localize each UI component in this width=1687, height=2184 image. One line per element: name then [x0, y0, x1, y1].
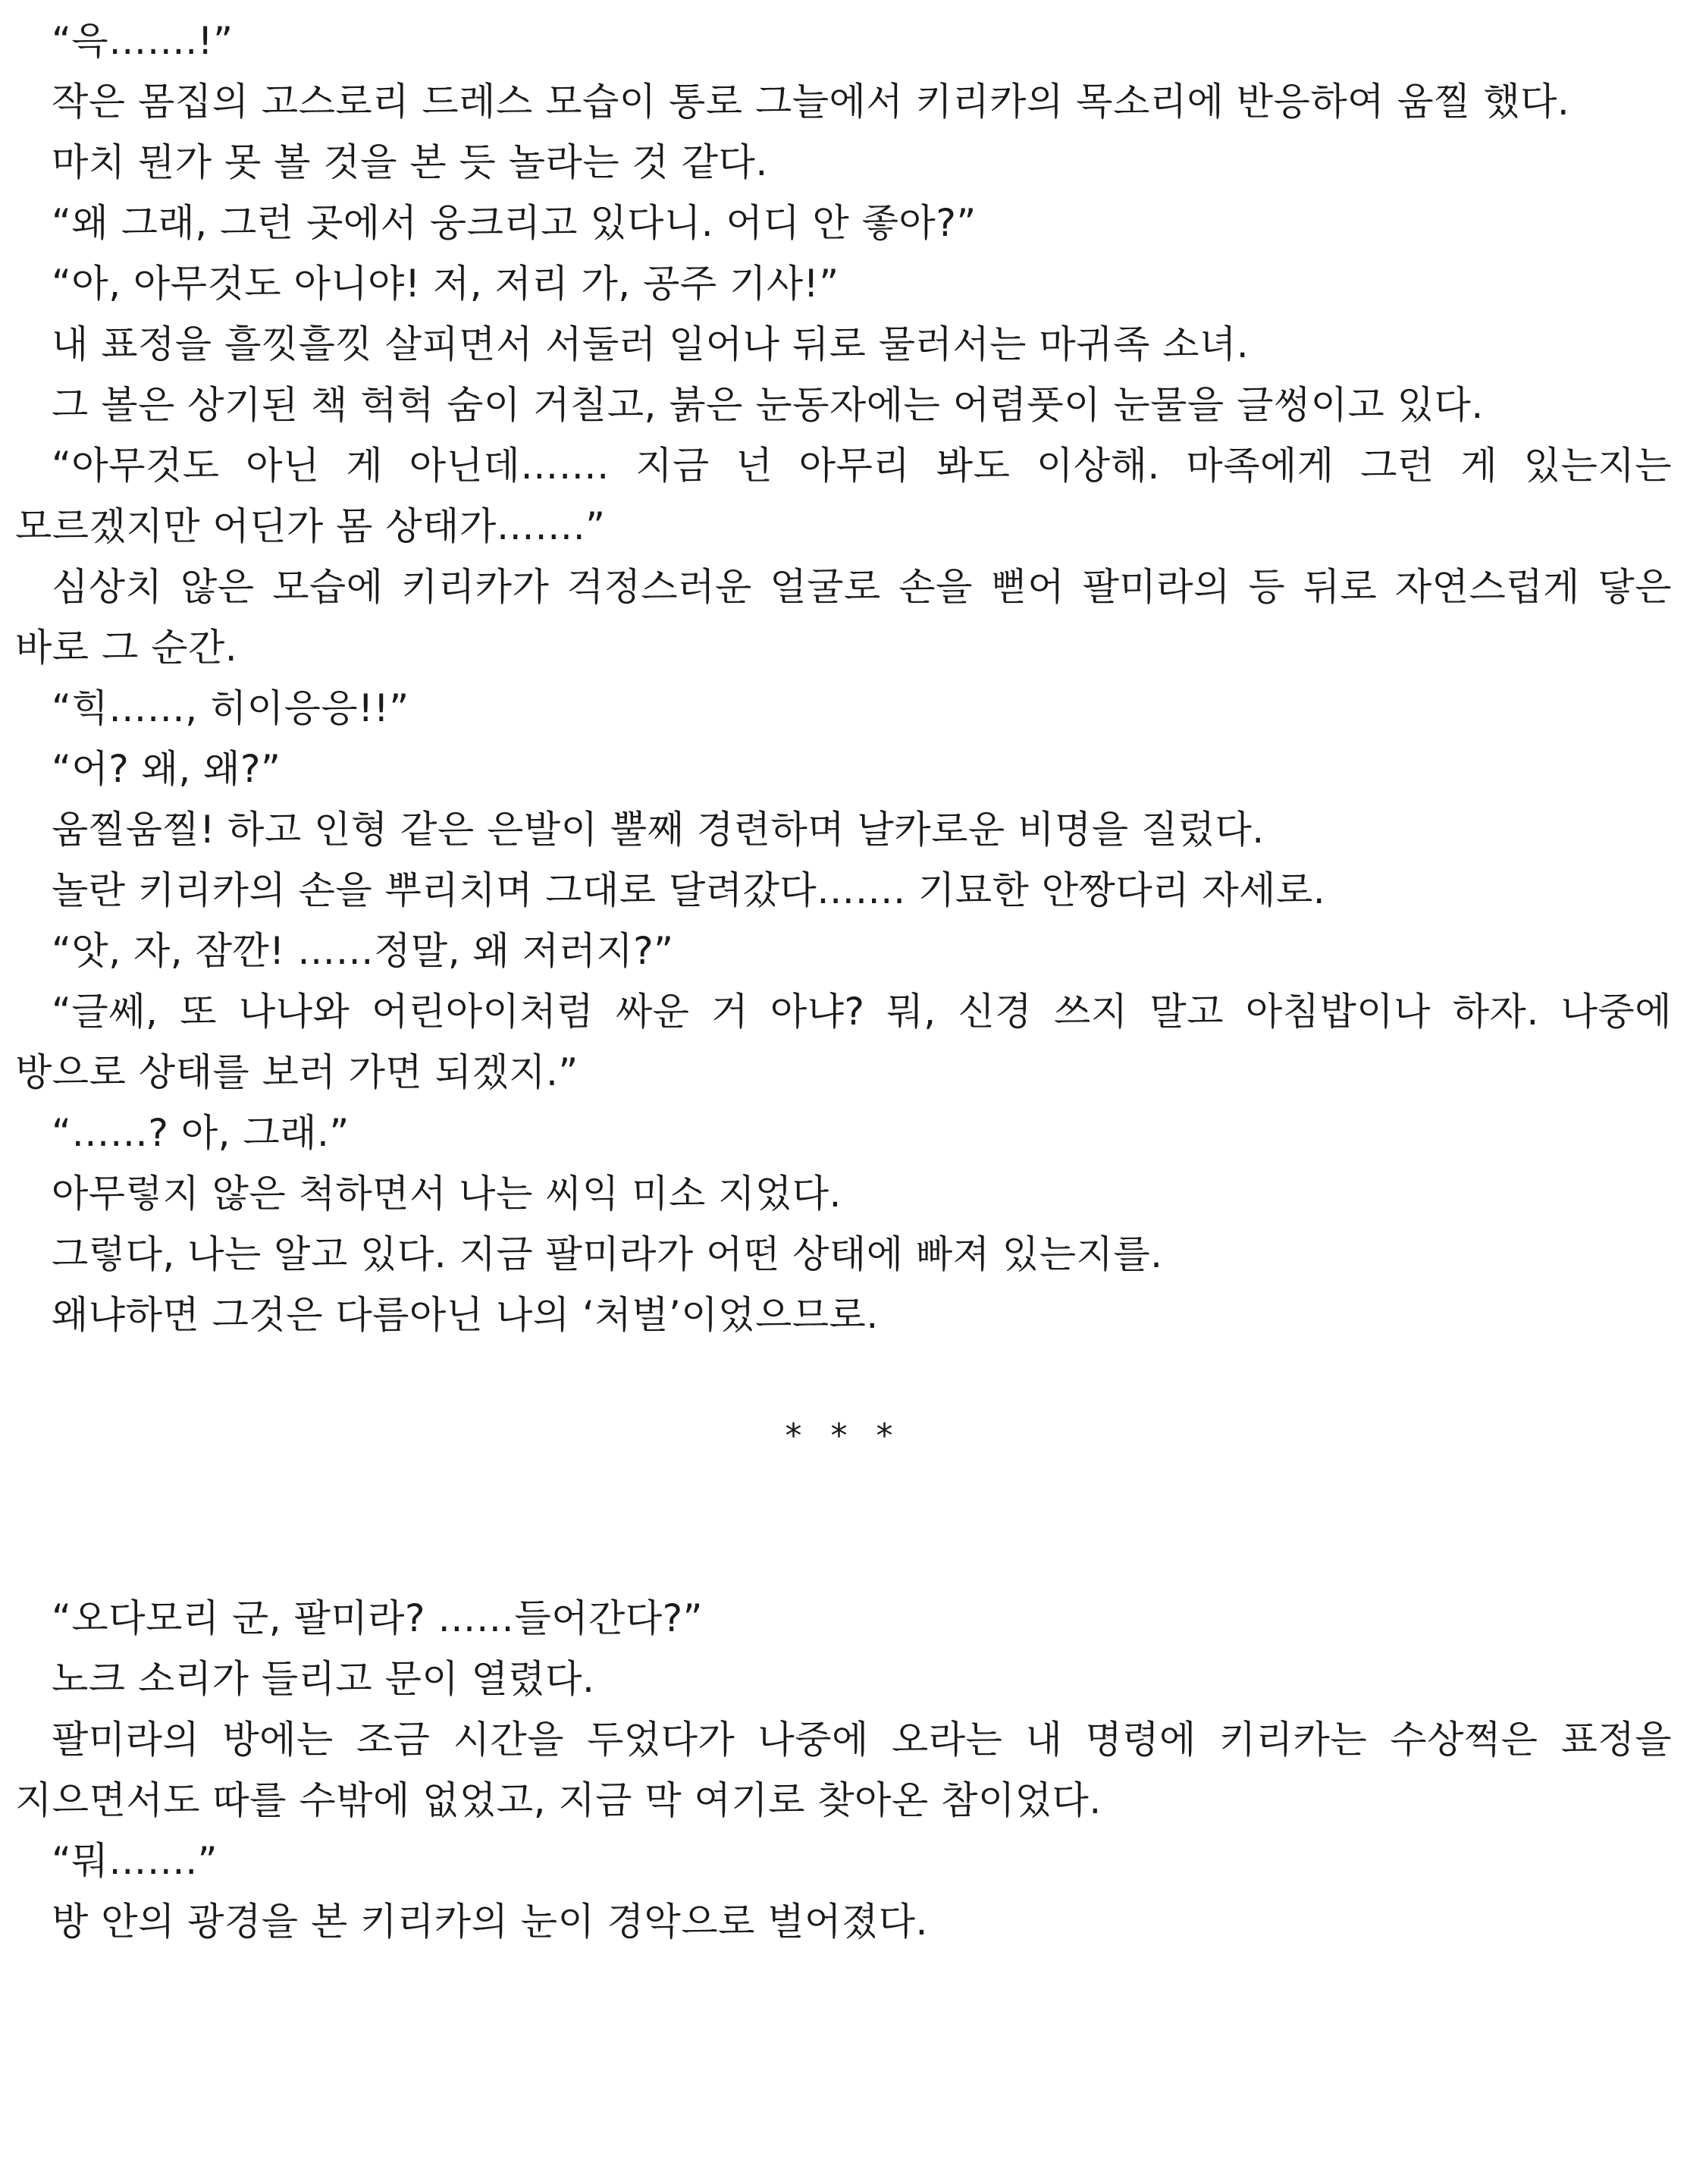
paragraph: 작은 몸집의 고스로리 드레스 모습이 통로 그늘에서 키리카의 목소리에 반응하여 움찔 했다. [52, 80, 1570, 124]
paragraph: 내 표정을 흘낏흘낏 살피면서 서둘러 일어나 뒤로 물러서는 마귀족 소녀. [52, 322, 1250, 366]
paragraph: “글쎄, 또 나나와 어린아이처럼 싸운 거 아냐? 뭐, 신경 쓰지 말고 아침밥이나 하자. 나중에 방으로 상태를 보러 가면 되겠지.” [15, 990, 1672, 1094]
paragraph: “어? 왜, 왜?” [52, 747, 281, 791]
paragraph: 마치 뭔가 못 볼 것을 본 듯 놀라는 것 같다. [52, 140, 768, 184]
paragraph: “……? 아, 그래.” [52, 1111, 350, 1155]
paragraph: 팔미라의 방에는 조금 시간을 두었다가 나중에 오라는 내 명령에 키리카는 수상쩍은 표정을 지으면서도 따를 수밖에 없었고, 지금 막 여기로 찾아온 참이었다. [15, 1718, 1672, 1822]
paragraph: “아, 아무것도 아니야! 저, 저리 가, 공주 기사!” [52, 262, 839, 306]
paragraph: 왜냐하면 그것은 다름아닌 나의 ‘처벌’이었으므로. [52, 1293, 879, 1337]
paragraph: “왜 그래, 그런 곳에서 웅크리고 있다니. 어디 안 좋아?” [52, 201, 977, 245]
paragraph: 움찔움찔! 하고 인형 같은 은발이 뿔째 경련하며 날카로운 비명을 질렀다. [52, 808, 1265, 852]
paragraph: 노크 소리가 들리고 문이 열렸다. [52, 1657, 595, 1701]
section-separator: * * * [785, 1417, 902, 1455]
paragraph: “뭐…….” [52, 1839, 218, 1883]
paragraph: 그 볼은 상기된 책 헉헉 숨이 거칠고, 붉은 눈동자에는 어렴풋이 눈물을 글썽이고 있다. [52, 383, 1484, 427]
document-page [15, 11, 1672, 1952]
paragraph: “힉……, 히이응응!!” [52, 686, 409, 730]
paragraph: 심상치 않은 모습에 키리카가 걱정스러운 얼굴로 손을 뻗어 팔미라의 등 뒤로 자연스럽게 닿은 바로 그 순간. [15, 565, 1672, 670]
paragraph: “아무것도 아닌 게 아닌데……. 지금 넌 아무리 봐도 이상해. 마족에게 그런 게 있는지는 모르겠지만 어딘가 몸 상태가…….” [15, 444, 1672, 548]
paragraph: “오다모리 군, 팔미라? ……들어간다?” [52, 1596, 704, 1640]
paragraph: “윽…….!” [52, 19, 234, 63]
text-section-2 [15, 1588, 1672, 1952]
paragraph: 그렇다, 나는 알고 있다. 지금 팔미라가 어떤 상태에 빠져 있는지를. [52, 1232, 1163, 1276]
text-section-1 [15, 11, 1672, 1345]
paragraph: 놀란 키리카의 손을 뿌리치며 그대로 달려갔다……. 기묘한 안짱다리 자세로. [52, 868, 1326, 912]
paragraph: “앗, 자, 잠깐! ……정말, 왜 저러지?” [52, 929, 674, 973]
paragraph: 방 안의 광경을 본 키리카의 눈이 경악으로 벌어졌다. [52, 1900, 928, 1944]
paragraph: 아무렇지 않은 척하면서 나는 씨익 미소 지었다. [52, 1172, 842, 1216]
